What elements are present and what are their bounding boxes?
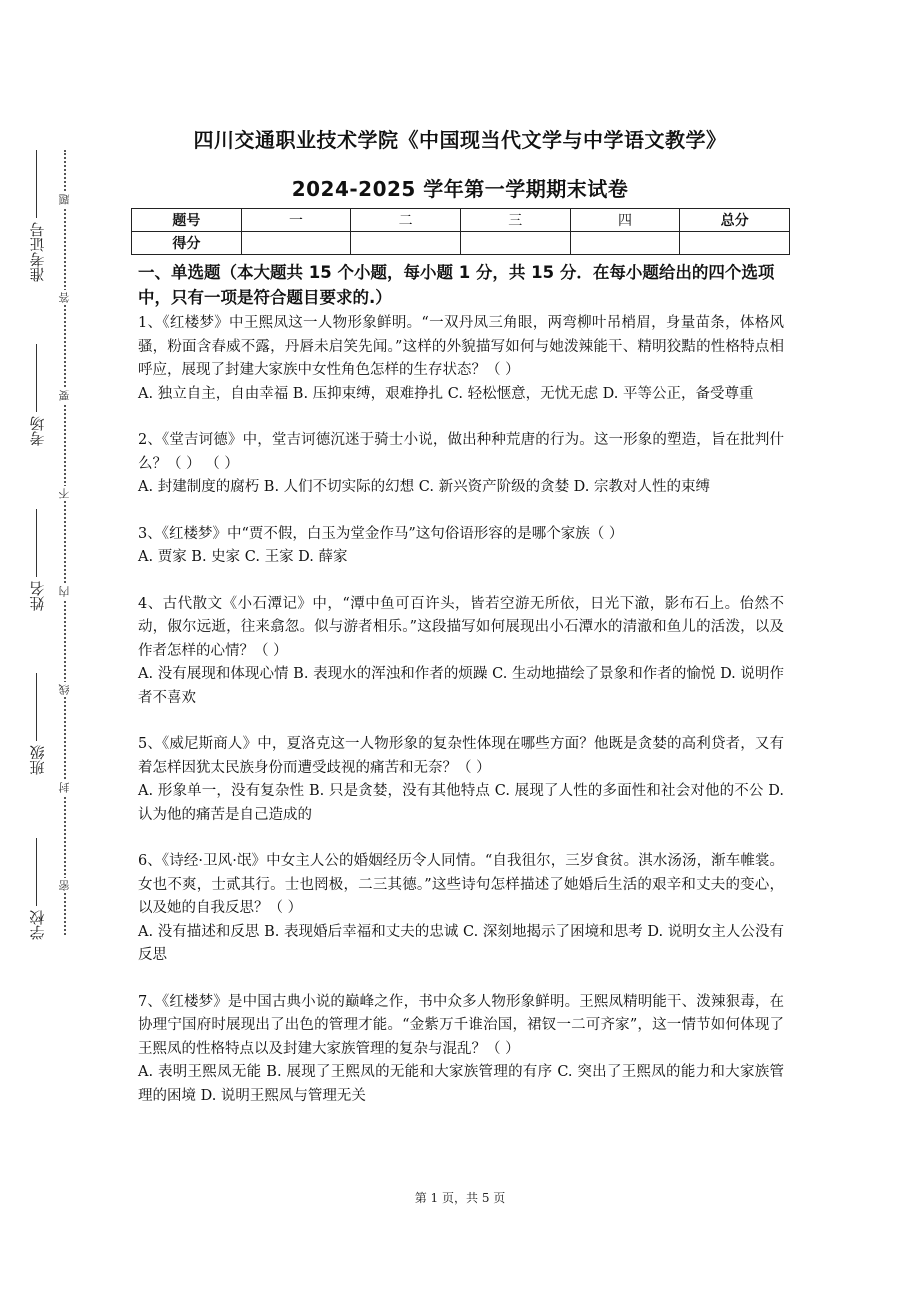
exam-room-label: 考场 [28,416,47,447]
score-cell[interactable] [680,232,790,255]
score-header-cell: 四 [570,209,680,232]
seal-char: 不 [58,487,71,499]
name-field [27,509,48,611]
school-field [27,838,48,940]
score-header-row [132,209,790,232]
score-cell[interactable] [460,232,570,255]
seal-char: 答 [58,291,71,303]
page-footer: 第 1 页，共 5 页 [414,1191,506,1205]
seal-char: 封 [58,782,71,794]
score-cell[interactable] [351,232,461,255]
question-stem: 6、《诗经·卫风·氓》中女主人公的婚姻经历令人同情。“自我徂尔，三岁食贫。淇水汤汤，渐车帷裳。女也不爽，士贰其行。士也罔极，二三其德。”这些诗句怎样描述了她婚后生活的艰辛和丈夫的变心，以及她的自我反思？（ ） [138,853,784,916]
ticket-number-label: 准考证号 [28,222,47,282]
question-item [138,312,784,406]
binding-fields [26,140,48,950]
section-heading: 一、单选题（本大题共 15 个小题，每小题 1 分，共 15 分．在每小题给出的四个选项中，只有一项是符合题目要求的.） [138,263,775,307]
question-options: A. 独立自主，自由幸福 B. 压抑束缚，艰难挣扎 C. 轻松惬意，无忧无虑 D. 平等公正，备受尊重 [138,385,754,402]
score-header-cell: 题号 [132,209,242,232]
question-item [138,523,784,570]
score-header-cell: 二 [351,209,461,232]
question-item [138,593,784,711]
class-label: 班级 [28,745,47,776]
question-options: A. 封建制度的腐朽 B. 人们不切实际的幻想 C. 新兴资产阶级的贪婪 D. 宗教对人性的束缚 [138,479,711,495]
seal-char: 内 [58,586,71,598]
question-options: A. 形象单一，没有复杂性 B. 只是贪婪，没有其他特点 C. 展现了人性的多面性和社会对他的不公 D. 认为他的痛苦是自己造成的 [138,783,784,823]
question-options: A. 没有展现和体现心情 B. 表现水的浑浊和作者的烦躁 C. 生动地描绘了景象和作者的愉悦 D. 说明作者不喜欢 [138,666,784,706]
exam-subtitle: 2024-2025 学年第一学期期末试卷 [291,177,629,201]
class-field [27,674,48,776]
binding-margin [14,140,70,950]
name-blank[interactable] [37,509,38,577]
score-cell[interactable] [570,232,680,255]
question-stem: 4、古代散文《小石潭记》中，“潭中鱼可百许头，皆若空游无所依，日光下澈，影布石上。佁然不动，俶尔远逝，往来翕忽。似与游者相乐。”这段描写如何展现出小石潭水的清澈和鱼儿的活泼，以及作者怎样的心情？（ ） [138,595,784,659]
name-label: 姓名 [28,581,47,611]
score-row [132,232,790,255]
question-options: A. 表明王熙凤无能 B. 展现了王熙凤的无能和大家族管理的有序 C. 突出了王熙凤的能力和大家族管理的困境 D. 说明王熙凤与管理无关 [138,1064,784,1104]
score-table [131,208,790,255]
question-item [138,733,784,827]
exam-title: 四川交通职业技术学院《中国现当代文学与中学语文教学》 [193,128,727,152]
question-item [138,850,784,968]
question-options: A. 没有描述和反思 B. 表现婚后幸福和丈夫的忠诚 C. 深刻地揭示了困境和思考 D. 说明女主人公没有反思 [138,923,784,963]
score-header-cell: 总分 [680,209,790,232]
seal-char: 密 [58,880,71,892]
score-header-cell: 一 [241,209,351,232]
class-blank[interactable] [37,674,38,742]
question-stem: 5、《威尼斯商人》中，夏洛克这一人物形象的复杂性体现在哪些方面？他既是贪婪的高利贷者，又有着怎样因犹太民族身份而遭受歧视的痛苦和无奈？（ ） [138,736,784,776]
seal-char: 要 [58,389,71,401]
school-label: 学校 [28,910,47,940]
question-stem: 2、《堂吉诃德》中，堂吉诃德沉迷于骑士小说，做出种种荒唐的行为。这一形象的塑造，旨在批判什么？（ ） （ ） [138,432,784,472]
question-item [138,429,784,500]
question-section [138,260,784,1108]
score-header-cell: 三 [460,209,570,232]
ticket-number-blank[interactable] [37,150,38,218]
score-row-label: 得分 [132,232,242,255]
question-stem: 7、《红楼梦》是中国古典小说的巅峰之作，书中众多人物形象鲜明。王熙凤精明能干、泼辣狠毒，在协理宁国府时展现出了出色的管理才能。“金紫万千谁治国，裙钗一二可齐家”，这一情节如何体现了王熙凤的性格特点以及封建大家族管理的复杂与混乱？（ ） [138,993,784,1057]
exam-room-blank[interactable] [37,345,38,413]
seal-char: 题 [58,193,71,205]
score-cell[interactable] [241,232,351,255]
question-item [138,991,784,1109]
question-options: A. 贾家 B. 史家 C. 王家 D. 薛家 [138,549,348,565]
school-blank[interactable] [37,838,38,906]
seal-line-text [56,150,74,935]
seal-char: 线 [58,684,71,696]
ticket-number-field [27,150,48,282]
exam-room-field [27,345,48,447]
question-stem: 1、《红楼梦》中王熙凤这一人物形象鲜明。“一双丹凤三角眼，两弯柳叶吊梢眉，身量苗条，体格风骚，粉面含春威不露，丹唇未启笑先闻。”这样的外貌描写如何与她泼辣能干、精明狡黠的性格特点相呼应，展现了封建大家族中女性角色怎样的生存状态？（ ） [138,315,784,378]
question-stem: 3、《红楼梦》中“贾不假，白玉为堂金作马”这句俗语形容的是哪个家族（ ） [138,525,624,542]
